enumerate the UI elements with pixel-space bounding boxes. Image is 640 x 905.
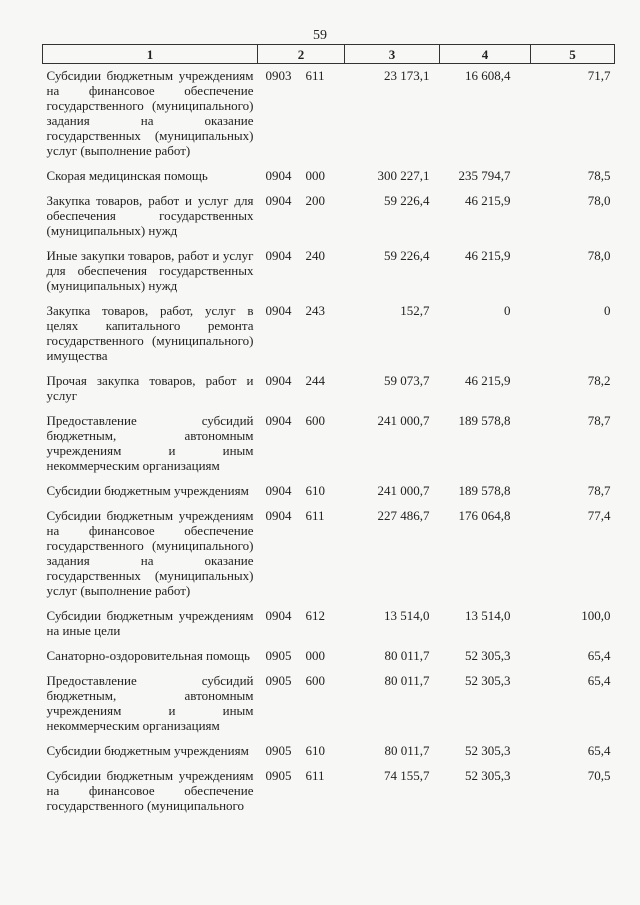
row-code bbox=[258, 373, 345, 413]
section-code: 0905 bbox=[265, 648, 292, 663]
page-number: 59 bbox=[313, 28, 327, 43]
row-description: Санаторно-оздоровительная помощь bbox=[46, 648, 250, 663]
table-row bbox=[43, 483, 615, 508]
row-description: Субсидии бюджетным учреждениям на финансовое обеспечение государственного (муниципального) задания на оказание государственных (муниципальных) услуг (выполнение работ) bbox=[46, 68, 254, 158]
executed-amount: 176 064,8 bbox=[458, 508, 511, 523]
execution-percent: 77,4 bbox=[587, 508, 611, 523]
row-code bbox=[258, 768, 345, 823]
table-row bbox=[43, 673, 615, 743]
row-description: Прочая закупка товаров, работ и услуг bbox=[46, 373, 254, 403]
budget-table bbox=[42, 44, 615, 823]
expense-type-code: 600 bbox=[305, 673, 325, 688]
section-code: 0905 bbox=[265, 768, 292, 783]
row-description: Субсидии бюджетным учреждениям на финансовое обеспечение государственного (муниципального bbox=[46, 768, 254, 813]
expense-type-code: 611 bbox=[305, 508, 325, 523]
table-row bbox=[43, 743, 615, 768]
execution-percent: 71,7 bbox=[587, 68, 611, 83]
table-row bbox=[43, 168, 615, 193]
column-header-2: 2 bbox=[258, 45, 345, 64]
section-code: 0904 bbox=[265, 508, 292, 523]
table-row bbox=[43, 768, 615, 823]
row-code bbox=[258, 743, 345, 768]
row-code bbox=[258, 64, 345, 169]
table-row bbox=[43, 64, 615, 169]
column-header-3: 3 bbox=[345, 45, 440, 64]
execution-percent: 100,0 bbox=[581, 608, 611, 623]
section-code: 0904 bbox=[265, 413, 292, 428]
executed-amount: 189 578,8 bbox=[458, 413, 511, 428]
table-row bbox=[43, 248, 615, 303]
expense-type-code: 612 bbox=[305, 608, 325, 623]
planned-amount: 227 486,7 bbox=[377, 508, 430, 523]
expense-type-code: 243 bbox=[305, 303, 325, 318]
table-row bbox=[43, 648, 615, 673]
row-code bbox=[258, 648, 345, 673]
executed-amount: 52 305,3 bbox=[465, 673, 511, 688]
executed-amount: 13 514,0 bbox=[465, 608, 511, 623]
row-code bbox=[258, 303, 345, 373]
row-code bbox=[258, 248, 345, 303]
section-code: 0903 bbox=[265, 68, 292, 83]
planned-amount: 59 226,4 bbox=[384, 248, 430, 263]
section-code: 0904 bbox=[265, 373, 292, 388]
row-description: Предоставление субсидий бюджетным, автономным учреждениям и иным некоммерческим организациям bbox=[46, 413, 254, 473]
executed-amount: 189 578,8 bbox=[458, 483, 511, 498]
section-code: 0904 bbox=[265, 483, 292, 498]
section-code: 0904 bbox=[265, 168, 292, 183]
expense-type-code: 610 bbox=[305, 743, 325, 758]
row-code bbox=[258, 508, 345, 608]
execution-percent: 78,5 bbox=[587, 168, 611, 183]
table-body bbox=[43, 64, 615, 824]
planned-amount: 241 000,7 bbox=[377, 483, 430, 498]
column-header-4: 4 bbox=[440, 45, 531, 64]
planned-amount: 74 155,7 bbox=[384, 768, 430, 783]
planned-amount: 241 000,7 bbox=[377, 413, 430, 428]
executed-amount: 52 305,3 bbox=[465, 743, 511, 758]
executed-amount: 16 608,4 bbox=[465, 68, 511, 83]
row-code bbox=[258, 673, 345, 743]
table-row bbox=[43, 373, 615, 413]
planned-amount: 59 073,7 bbox=[384, 373, 430, 388]
section-code: 0904 bbox=[265, 248, 292, 263]
section-code: 0905 bbox=[265, 743, 292, 758]
expense-type-code: 611 bbox=[305, 68, 325, 83]
execution-percent: 65,4 bbox=[587, 673, 611, 688]
executed-amount: 52 305,3 bbox=[465, 648, 511, 663]
planned-amount: 23 173,1 bbox=[384, 68, 430, 83]
table-header-row bbox=[43, 45, 615, 64]
row-code bbox=[258, 193, 345, 248]
executed-amount: 46 215,9 bbox=[465, 193, 511, 208]
planned-amount: 80 011,7 bbox=[384, 743, 430, 758]
row-code bbox=[258, 608, 345, 648]
table-row bbox=[43, 193, 615, 248]
executed-amount: 235 794,7 bbox=[458, 168, 511, 183]
execution-percent: 70,5 bbox=[587, 768, 611, 783]
section-code: 0905 bbox=[265, 673, 292, 688]
planned-amount: 80 011,7 bbox=[384, 648, 430, 663]
planned-amount: 80 011,7 bbox=[384, 673, 430, 688]
section-code: 0904 bbox=[265, 193, 292, 208]
section-code: 0904 bbox=[265, 608, 292, 623]
planned-amount: 59 226,4 bbox=[384, 193, 430, 208]
executed-amount: 0 bbox=[504, 303, 511, 318]
expense-type-code: 200 bbox=[305, 193, 325, 208]
row-description: Субсидии бюджетным учреждениям bbox=[46, 743, 249, 758]
planned-amount: 300 227,1 bbox=[377, 168, 430, 183]
row-code bbox=[258, 413, 345, 483]
executed-amount: 46 215,9 bbox=[465, 248, 511, 263]
executed-amount: 52 305,3 bbox=[465, 768, 511, 783]
executed-amount: 46 215,9 bbox=[465, 373, 511, 388]
execution-percent: 78,0 bbox=[587, 248, 611, 263]
column-header-5: 5 bbox=[531, 45, 615, 64]
table-row bbox=[43, 413, 615, 483]
expense-type-code: 000 bbox=[305, 168, 325, 183]
execution-percent: 65,4 bbox=[587, 743, 611, 758]
row-code bbox=[258, 483, 345, 508]
execution-percent: 78,0 bbox=[587, 193, 611, 208]
expense-type-code: 000 bbox=[305, 648, 325, 663]
row-description: Предоставление субсидий бюджетным, автономным учреждениям и иным некоммерческим организациям bbox=[46, 673, 254, 733]
table-row bbox=[43, 303, 615, 373]
execution-percent: 78,7 bbox=[587, 483, 611, 498]
expense-type-code: 240 bbox=[305, 248, 325, 263]
table-row bbox=[43, 508, 615, 608]
planned-amount: 152,7 bbox=[400, 303, 430, 318]
expense-type-code: 611 bbox=[305, 768, 325, 783]
row-description: Субсидии бюджетным учреждениям на иные цели bbox=[46, 608, 254, 638]
row-description: Субсидии бюджетным учреждениям на финансовое обеспечение государственного (муниципального) задания на оказание государственных (муниципальных) услуг (выполнение работ) bbox=[46, 508, 254, 598]
row-description: Иные закупки товаров, работ и услуг для обеспечения государственных (муниципальных) нужд bbox=[46, 248, 254, 293]
row-description: Закупка товаров, работ, услуг в целях капитального ремонта государственного (муниципального) имущества bbox=[46, 303, 254, 363]
expense-type-code: 610 bbox=[305, 483, 325, 498]
column-header-1: 1 bbox=[43, 45, 258, 64]
execution-percent: 78,7 bbox=[587, 413, 611, 428]
section-code: 0904 bbox=[265, 303, 292, 318]
execution-percent: 0 bbox=[604, 303, 611, 318]
row-code bbox=[258, 168, 345, 193]
planned-amount: 13 514,0 bbox=[384, 608, 430, 623]
execution-percent: 78,2 bbox=[587, 373, 611, 388]
expense-type-code: 244 bbox=[305, 373, 325, 388]
row-description: Закупка товаров, работ и услуг для обеспечения государственных (муниципальных) нужд bbox=[46, 193, 254, 238]
execution-percent: 65,4 bbox=[587, 648, 611, 663]
expense-type-code: 600 bbox=[305, 413, 325, 428]
row-description: Субсидии бюджетным учреждениям bbox=[46, 483, 249, 498]
table-row bbox=[43, 608, 615, 648]
row-description: Скорая медицинская помощь bbox=[46, 168, 208, 183]
